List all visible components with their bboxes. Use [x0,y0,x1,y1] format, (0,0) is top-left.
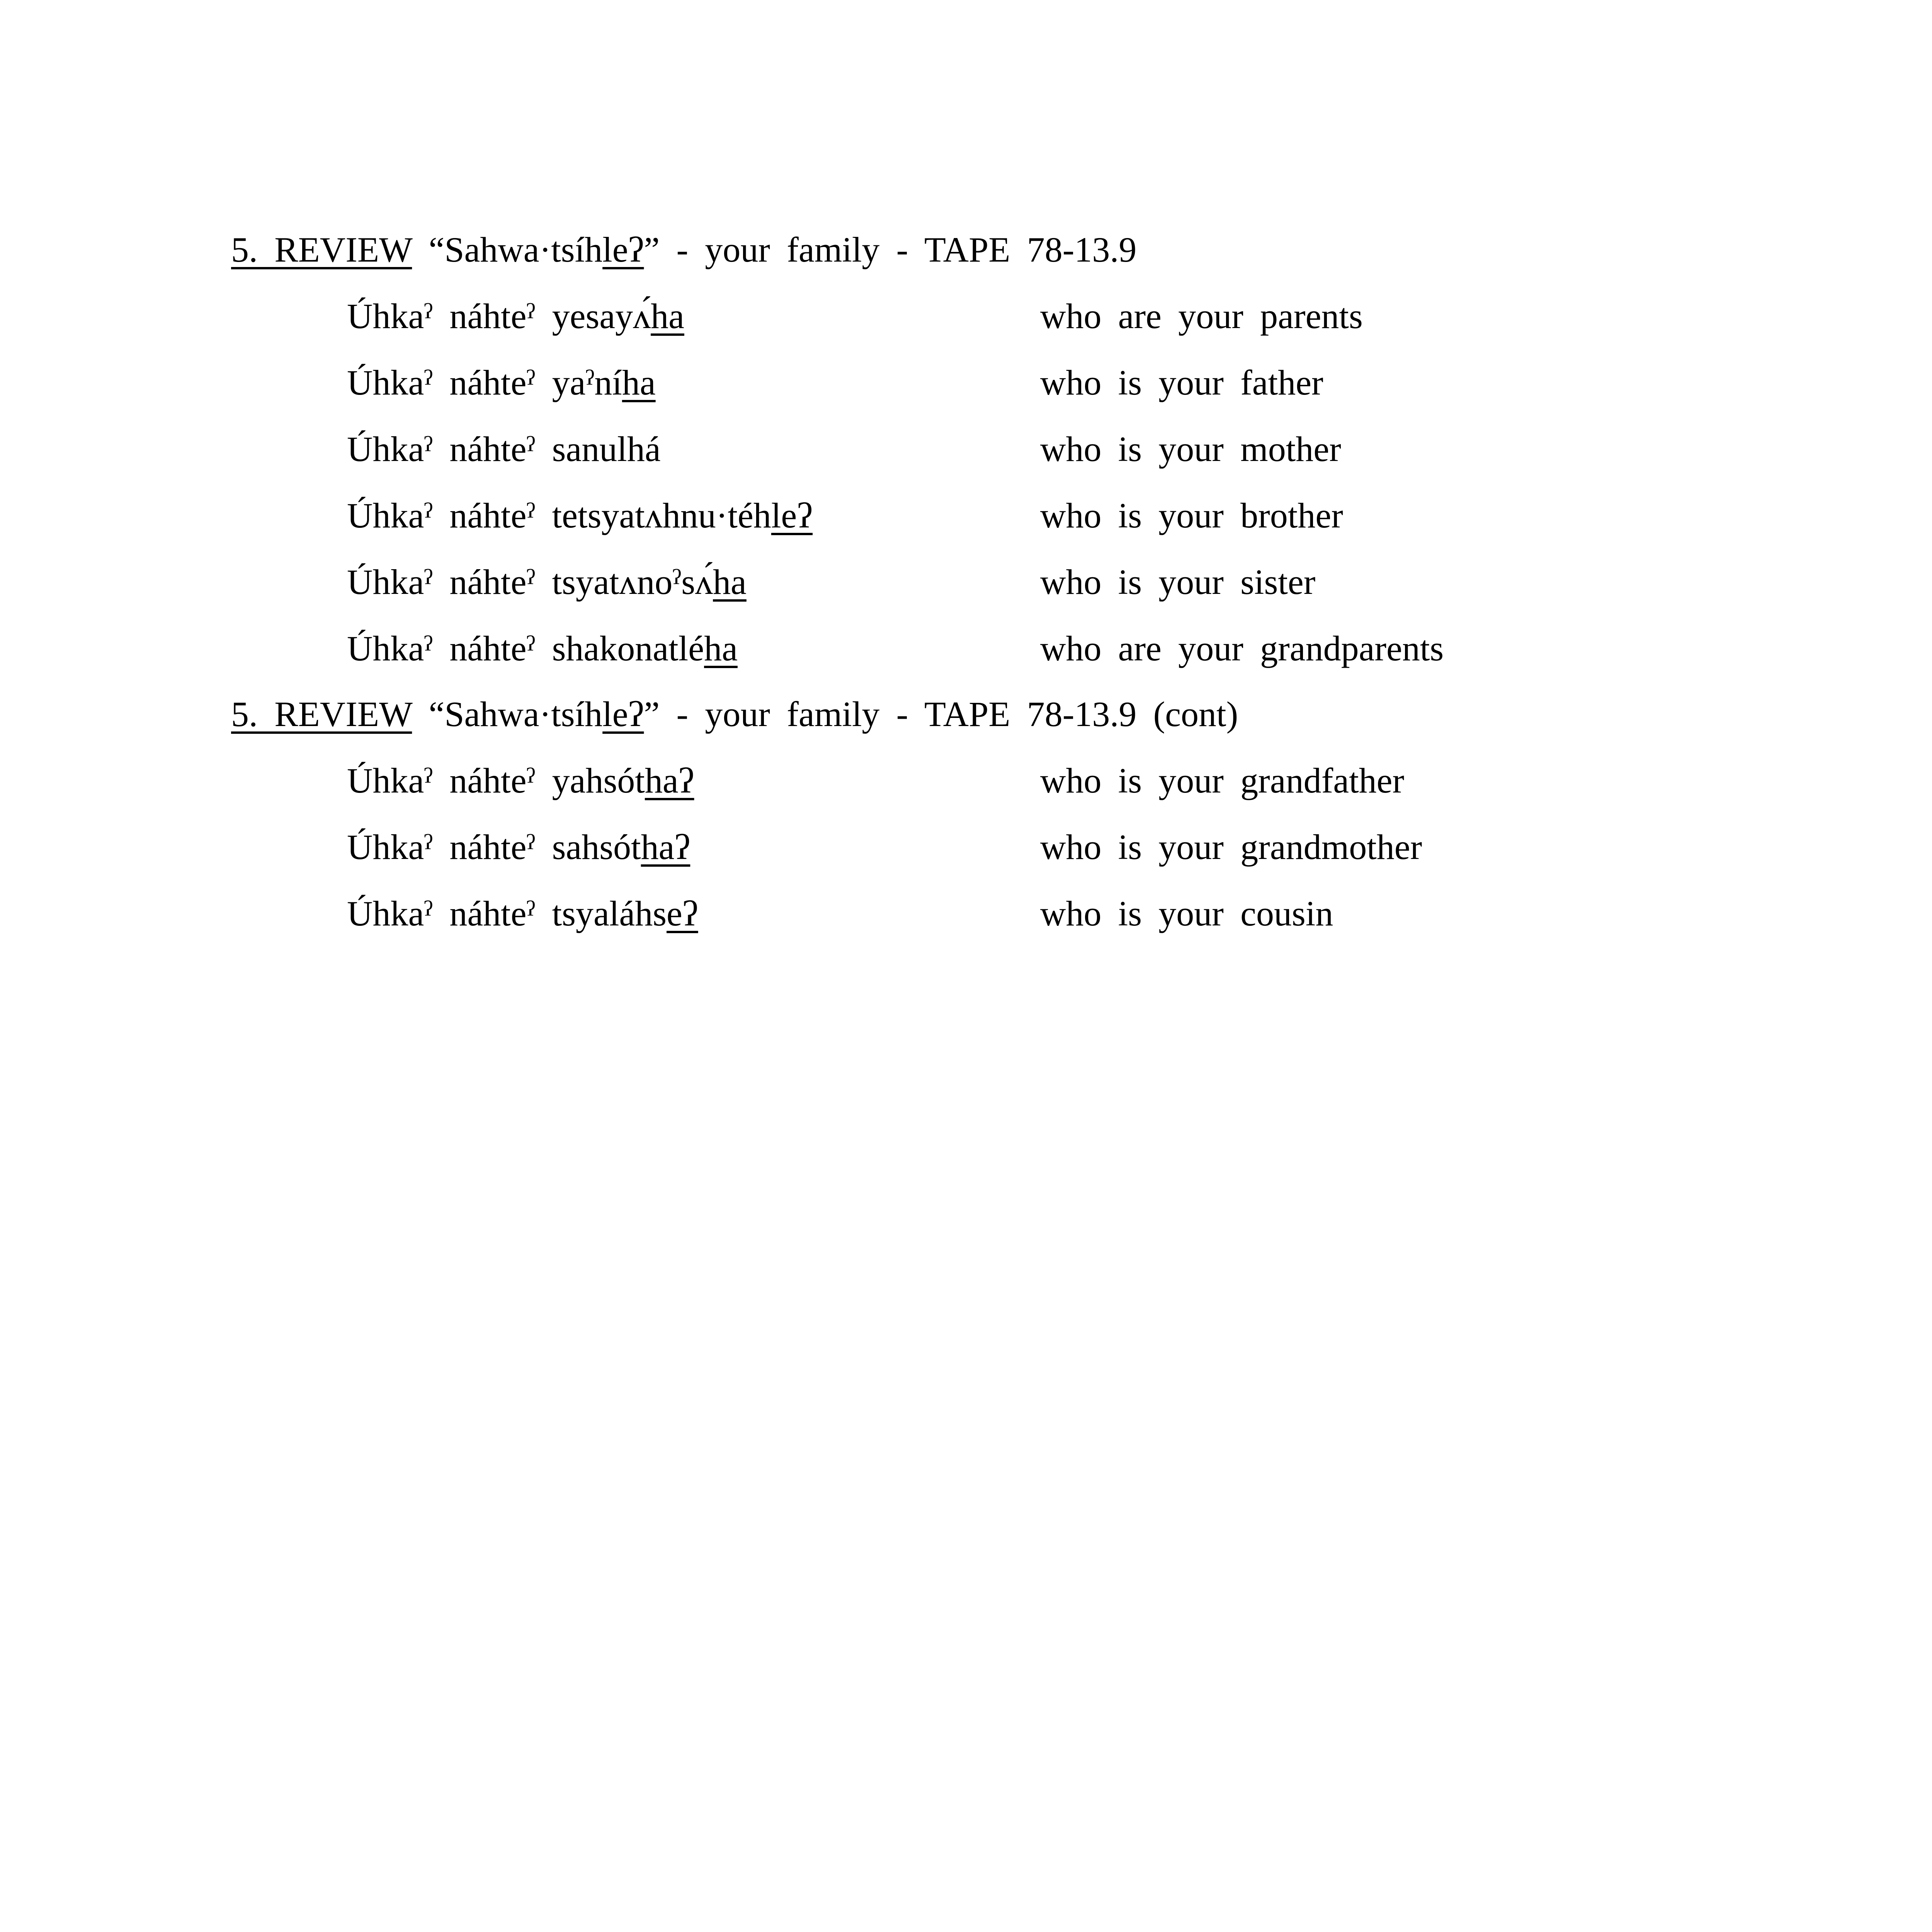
phrase-underlined-part: eʔ [667,894,698,933]
phrase-underlined-part: haʔ [641,827,690,867]
gloss-text: who is your father [1040,363,1323,402]
phrase-text [347,763,694,798]
phrase-stem: Úhkaˀ náhteˀ sahsót [347,827,641,867]
phrase-stem: Úhkaˀ náhteˀ shakonatlé [347,629,704,668]
section-title-end: ” - your family - TAPE 78-13.9 [644,230,1137,269]
phrase-stem: Úhkaˀ náhteˀ tsyaláhs [347,894,667,933]
gloss-text: who is your cousin [1040,894,1333,933]
section-title-underlined: leʔ [602,230,644,269]
phrase-underlined-part: ha [704,629,738,668]
phrase-stem: Úhkaˀ náhteˀ tsyatʌnoˀsʌ́ [347,562,713,602]
gloss-text: who is your brother [1040,496,1343,535]
section-number-label: 5. REVIEW [231,694,412,734]
phrase-text [347,498,813,533]
phrase-stem: Úhkaˀ náhteˀ yesayʌ́ [347,296,651,336]
gloss-text: who is your grandmother [1040,827,1422,867]
phrase-text [347,564,747,600]
section-title-end: ” - your family - TAPE 78-13.9 (cont) [644,694,1238,734]
section-number-label: 5. REVIEW [231,230,412,269]
section-title-start: “Sahwa·tsíh [412,230,603,269]
section-title-underlined: leʔ [602,694,644,734]
gloss-text: who is your sister [1040,562,1316,602]
gloss-text: who are your parents [1040,296,1363,336]
phrase-underlined-part: ha [713,562,747,602]
phrase-text [347,829,690,865]
gloss-text: who is your grandfather [1040,761,1405,800]
phrase-text [347,298,684,334]
section-title-start: “Sahwa·tsíh [412,694,603,734]
phrase-text [347,365,656,400]
phrase-text [347,631,738,666]
phrase-text [347,431,661,467]
phrase-stem: Úhkaˀ náhteˀ tetsyatʌhnu·téh [347,496,771,535]
phrase-stem: Úhkaˀ náhteˀ yaˀní [347,363,622,402]
section-heading [231,232,1136,267]
gloss-text: who is your mother [1040,429,1341,469]
phrase-underlined-part: leʔ [771,496,813,535]
phrase-stem: Úhkaˀ náhteˀ yahsót [347,761,645,800]
phrase-underlined-part: haʔ [645,761,694,800]
section-heading-continued [231,696,1238,732]
phrase-underlined-part: ha [651,296,684,336]
phrase-underlined-part: ha [622,363,656,402]
gloss-text: who are your grandparents [1040,629,1444,668]
phrase-text [347,896,698,931]
phrase-stem: Úhkaˀ náhteˀ sanulhá [347,429,661,469]
